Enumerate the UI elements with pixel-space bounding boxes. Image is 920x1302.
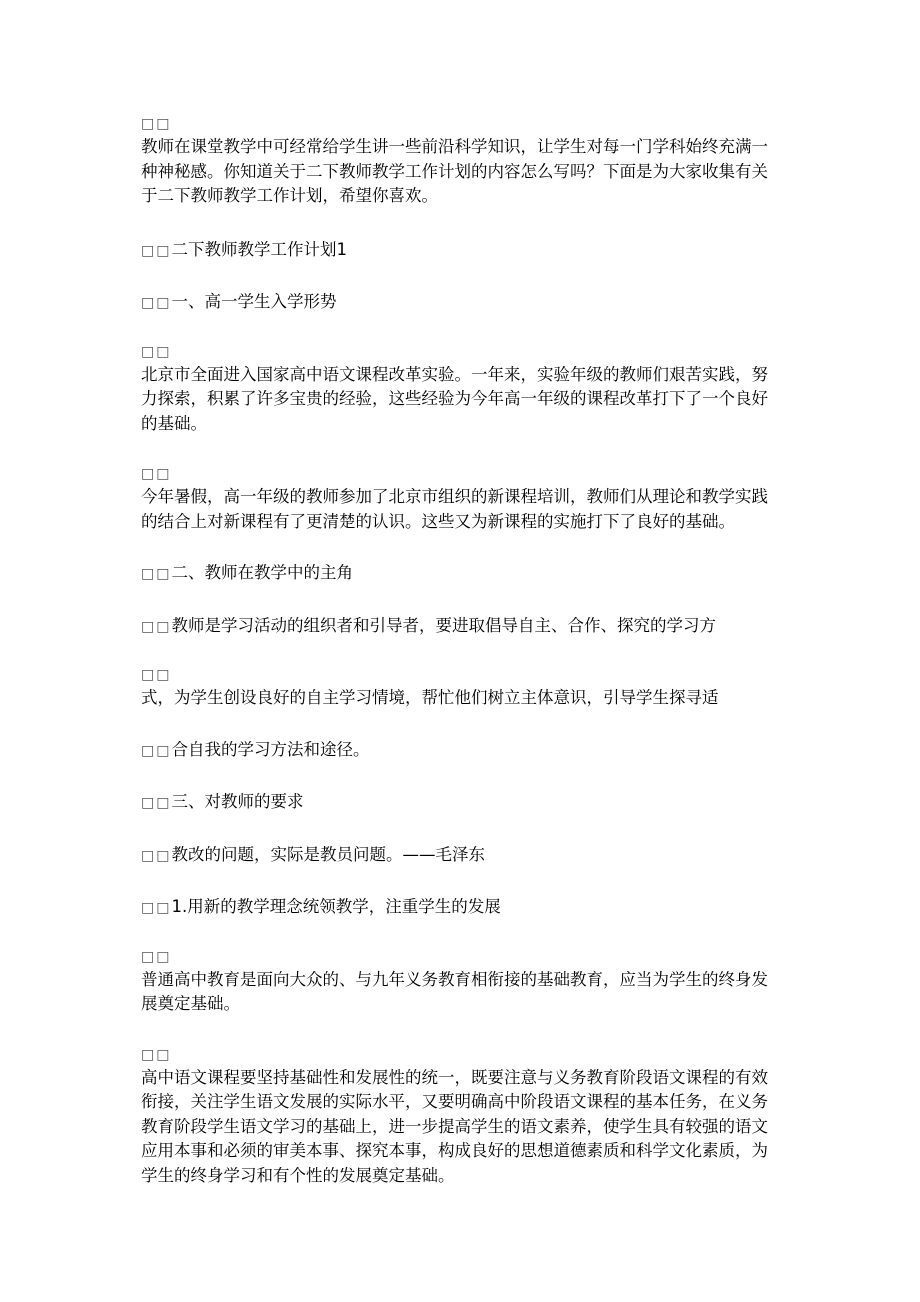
section-3-heading <box>141 790 781 816</box>
document-page <box>141 113 781 1188</box>
placeholder-glyph: □□ <box>141 295 172 311</box>
section-2-line-2 <box>141 664 781 711</box>
placeholder-glyph: □□ <box>141 900 172 916</box>
section-3-paragraph-1 <box>141 946 781 1017</box>
title-text: 二下教师教学工作计划1 <box>171 239 347 259</box>
section-2-line-1 <box>141 614 781 640</box>
section-2-line-3-text: 合自我的学习方法和途径。 <box>171 739 370 759</box>
intro-paragraph <box>141 113 781 209</box>
placeholder-glyph: □□ <box>141 847 172 864</box>
section-3-heading-text: 三、对教师的要求 <box>171 792 304 811</box>
section-3-quote <box>141 843 781 869</box>
section-3-subheading <box>141 895 781 921</box>
document-title <box>141 238 781 264</box>
placeholder-glyph: □□ <box>141 667 172 683</box>
section-2-line-1-text: 教师是学习活动的组织者和引导者，要进取倡导自主、合作、探究的学习方 <box>171 615 716 635</box>
section-1-paragraph-2 <box>141 463 781 534</box>
placeholder-glyph: □□ <box>141 343 172 360</box>
section-1-paragraph-1 <box>141 341 781 437</box>
placeholder-glyph: □□ <box>141 116 172 132</box>
section-3-quote-text: 教改的问题，实际是教员问题。——毛泽东 <box>171 844 485 864</box>
section-3-subheading-text: 1.用新的教学理念统领教学，注重学生的发展 <box>171 897 501 916</box>
placeholder-glyph: □□ <box>141 742 172 759</box>
section-3-paragraph-2-text: 高中语文课程要坚持基础性和发展性的统一，既要注意与义务教育阶段语文课程的有效衔接，关注学生语文发展的实际水平，又要明确高中阶段语文课程的基本任务，在义务教育阶段学生语文学习的基础上，进一步提高学生的语文素养，使学生具有较强的语文应用本事和必须的审美本事、探究本事，构成良好的思想道德素质和科学文化素质，为学生的终身学习和有个性的发展奠定基础。 <box>141 1067 768 1185</box>
placeholder-glyph: □□ <box>141 566 172 582</box>
placeholder-glyph: □□ <box>141 1046 172 1063</box>
section-1-paragraph-1-text: 北京市全面进入国家高中语文课程改革实验。一年来，实验年级的教师们艰苦实践，努力探索，积累了许多宝贵的经验，这些经验为今年高一年级的课程改革打下了一个良好的基础。 <box>141 364 768 433</box>
section-2-line-3 <box>141 738 781 764</box>
placeholder-glyph: □□ <box>141 466 172 482</box>
section-1-heading <box>141 290 781 316</box>
placeholder-glyph: □□ <box>141 242 172 259</box>
placeholder-glyph: □□ <box>141 618 172 635</box>
section-1-heading-text: 一、高一学生入学形势 <box>171 292 337 311</box>
placeholder-glyph: □□ <box>141 795 172 811</box>
section-2-heading <box>141 561 781 587</box>
section-3-paragraph-1-text: 普通高中教育是面向大众的、与九年义务教育相衔接的基础教育，应当为学生的终身发展奠定基础。 <box>141 969 768 1013</box>
section-2-line-2-text: 式，为学生创设良好的自主学习情境，帮忙他们树立主体意识，引导学生探寻适 <box>141 688 719 707</box>
section-2-heading-text: 二、教师在教学中的主角 <box>171 563 353 582</box>
placeholder-glyph: □□ <box>141 948 172 965</box>
intro-text: 教师在课堂教学中可经常给学生讲一些前沿科学知识，让学生对每一门学科始终充满一种神秘感。你知道关于二下教师教学工作计划的内容怎么写吗？下面是为大家收集有关于二下教师教学工作计划，希望你喜欢。 <box>141 137 768 205</box>
section-3-paragraph-2 <box>141 1044 781 1189</box>
section-1-paragraph-2-text: 今年暑假，高一年级的教师参加了北京市组织的新课程培训，教师们从理论和教学实践的结合上对新课程有了更清楚的认识。这些又为新课程的实施打下了良好的基础。 <box>141 487 768 531</box>
